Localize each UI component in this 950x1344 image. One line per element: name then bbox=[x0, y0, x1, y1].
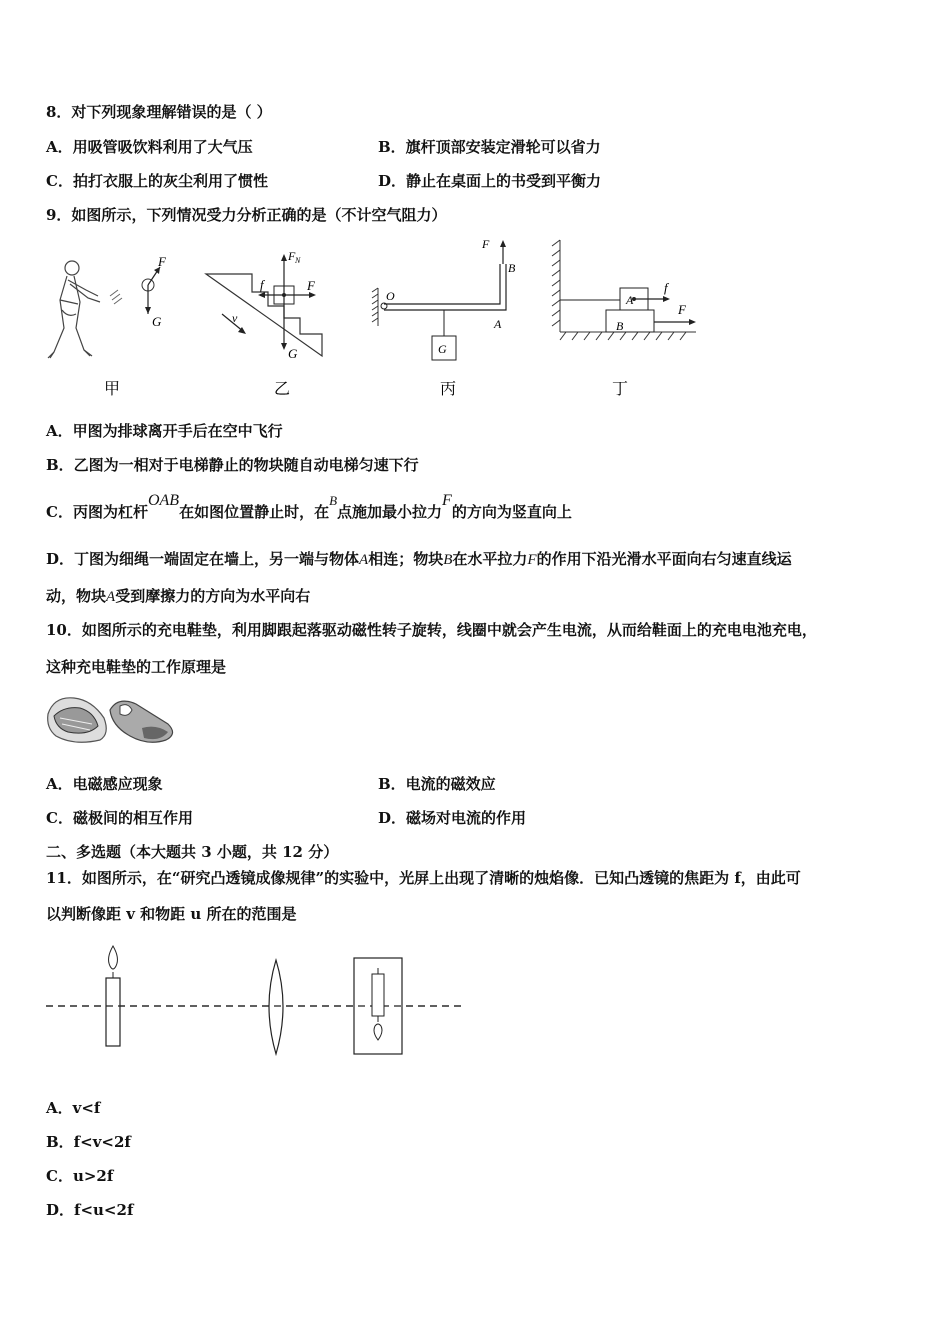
label-f: f bbox=[664, 280, 668, 295]
q9-option-d-line2: 动，物块A受到摩擦力的方向为水平向右 bbox=[46, 587, 311, 605]
label-N-subscript: N bbox=[295, 256, 301, 265]
caption-yi: 乙 bbox=[274, 381, 291, 398]
q8-option-d: D．静止在桌面上的书受到平衡力 bbox=[378, 172, 602, 190]
convex-lens bbox=[269, 960, 283, 1054]
q10-option-b: B．电流的磁效应 bbox=[378, 775, 496, 793]
candle-image bbox=[372, 974, 384, 1016]
q8-option-c: C．拍打衣服上的灰尘利用了惯性 bbox=[46, 172, 268, 190]
candle bbox=[106, 978, 120, 1046]
block-B bbox=[606, 310, 654, 332]
figure-ding bbox=[546, 236, 716, 410]
label-F: F bbox=[482, 237, 490, 251]
section-title-multiple-choice: 二、多选题（本大题共 3 小题，共 12 分） bbox=[46, 843, 339, 861]
caption-ding: 丁 bbox=[612, 381, 629, 398]
label-B: B bbox=[508, 261, 516, 275]
q8-option-a: A．用吸管吸饮料利用了大气压 bbox=[46, 138, 253, 156]
q11-stem-line1: 11．如图所示，在“研究凸透镜成像规律”的实验中，光屏上出现了清晰的烛焰像．已知凸透镜的焦距为 f，由此可 bbox=[46, 869, 801, 887]
label-v: v bbox=[232, 311, 238, 325]
figure-jia bbox=[40, 240, 190, 410]
q11-option-b: B．f<v<2f bbox=[46, 1133, 131, 1151]
label-G: G bbox=[152, 314, 162, 329]
figure-bing bbox=[368, 238, 518, 410]
q8-option-b: B．旗杆顶部安装定滑轮可以省力 bbox=[378, 138, 601, 156]
label-B: B bbox=[616, 319, 624, 333]
volleyball-player-drawing bbox=[48, 261, 100, 358]
candle-flame bbox=[109, 946, 118, 969]
q9-option-a: A．甲图为排球离开手后在空中飞行 bbox=[46, 422, 283, 440]
label-FN: F bbox=[288, 249, 296, 263]
q9-stem: 9．如图所示，下列情况受力分析正确的是（不计空气阻力） bbox=[46, 206, 447, 224]
q10-stem-line1: 10．如图所示的充电鞋垫，利用脚跟起落驱动磁性转子旋转，线圈中就会产生电流，从而给鞋面上的充电电池充电， bbox=[46, 621, 817, 639]
caption-bing: 丙 bbox=[440, 381, 457, 398]
label-F: F bbox=[307, 278, 315, 293]
label-F: F bbox=[678, 302, 686, 317]
caption-jia: 甲 bbox=[104, 381, 121, 398]
q11-option-c: C．u>2f bbox=[46, 1167, 114, 1185]
q9-option-d-line1: D．丁图为细绳一端固定在墙上，另一端与物体A相连；物块B在水平拉力F的作用下沿光滑水平面向右匀速直线运 bbox=[46, 550, 792, 568]
wall-hatch bbox=[372, 288, 378, 326]
q10-option-a: A．电磁感应现象 bbox=[46, 775, 163, 793]
label-G: G bbox=[288, 346, 298, 361]
q11-option-d: D．f<u<2f bbox=[46, 1201, 134, 1219]
label-F: F bbox=[158, 254, 166, 269]
q8-stem: 8．对下列现象理解错误的是（ ） bbox=[46, 103, 272, 121]
motion-lines bbox=[110, 290, 122, 304]
q11-option-a: A．v<f bbox=[46, 1099, 101, 1117]
label-A: A bbox=[494, 317, 502, 331]
label-A: A bbox=[626, 293, 634, 307]
q10-option-d: D．磁场对电流的作用 bbox=[378, 809, 527, 827]
charging-insole-image bbox=[44, 688, 178, 750]
label-O: O bbox=[386, 289, 395, 303]
label-f: f bbox=[260, 277, 264, 292]
q10-stem-line2: 这种充电鞋垫的工作原理是 bbox=[46, 658, 227, 676]
q11-stem-line2: 以判断像距 v 和物距 u 所在的范围是 bbox=[46, 905, 297, 923]
lens-experiment-figure bbox=[44, 944, 468, 1060]
lever-bar bbox=[384, 264, 506, 310]
q9-option-c: C．丙图为杠杆OAB在如图位置静止时，在B点施加最小拉力F的方向为竖直向上 bbox=[46, 492, 572, 521]
figure-yi bbox=[204, 246, 334, 410]
q9-option-b: B．乙图为一相对于电梯静止的物块随自动电梯匀速下行 bbox=[46, 456, 419, 474]
label-G: G bbox=[438, 342, 447, 356]
q10-option-c: C．磁极间的相互作用 bbox=[46, 809, 193, 827]
